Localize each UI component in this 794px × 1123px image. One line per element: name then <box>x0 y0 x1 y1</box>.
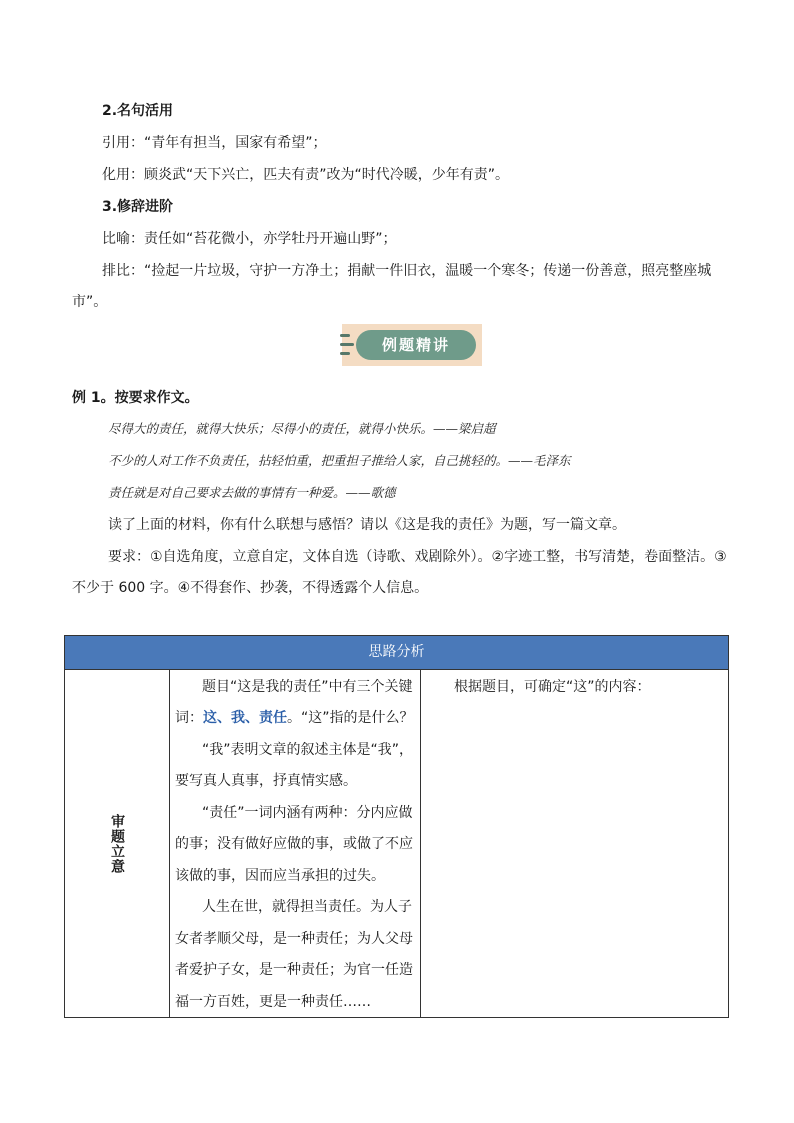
section-banner <box>342 324 482 366</box>
text-quote-usage: 引用：“青年有担当，国家有希望”； <box>102 135 327 151</box>
row-label-cell <box>65 670 169 1017</box>
requirements-line-2: 不少于 600 字。④不得套作、抄袭，不得透露个人信息。 <box>72 580 429 596</box>
text-parallelism: 排比：“捡起一片垃圾，守护一方净土；捐献一件旧衣，温暖一个寒冬；传递一份善意，照亮整座城 <box>102 263 712 279</box>
analysis-line-keywords <box>175 703 414 735</box>
text-parallelism-end: 市”。 <box>72 294 108 310</box>
analysis-line: “我”表明文章的叙述主体是“我”， <box>202 742 414 758</box>
heading-famous-quotes: 2.名句活用 <box>102 103 174 119</box>
table-header: 思路分析 <box>65 636 728 670</box>
analysis-text: 。“这”指的是什么？ <box>287 710 414 726</box>
analysis-line: 要写真人真事，抒真情实感。 <box>175 773 357 789</box>
analysis-line: 女者孝顺父母，是一种责任；为人父母 <box>175 931 413 947</box>
analysis-line: 者爱护子女，是一种责任；为官一任造 <box>175 962 413 978</box>
analysis-line: 人生在世，就得担当责任。为人子 <box>202 899 412 915</box>
quote-mao-zedong: 不少的人对工作不负责任，拈轻怕重，把重担子推给人家，自己挑轻的。——毛泽东 <box>108 453 571 468</box>
analysis-right-cell: 根据题目，可确定“这”的内容： <box>454 679 651 695</box>
writing-prompt: 读了上面的材料，你有什么联想与感悟？请以《这是我的责任》为题，写一篇文章。 <box>108 517 626 533</box>
analysis-line: 该做的事，因而应当承担的过失。 <box>175 868 385 884</box>
analysis-table <box>64 635 729 1018</box>
banner-dash-icon <box>340 334 350 337</box>
quote-goethe: 责任就是对自己要求去做的事情有一种爱。——歌德 <box>108 485 396 500</box>
banner-label: 例题精讲 <box>356 330 476 360</box>
keywords-highlight: 这、我、责任 <box>203 710 287 726</box>
requirements-line-1: 要求：①自选角度，立意自定，文体自选（诗歌、戏剧除外）。②字迹工整，书写清楚，卷面整洁。③ <box>108 549 727 565</box>
table-divider <box>169 670 170 1017</box>
quote-liang-qichao: 尽得大的责任，就得大快乐；尽得小的责任，就得小快乐。——梁启超 <box>108 421 496 436</box>
analysis-line: 的事；没有做好应做的事，或做了不应 <box>175 836 413 852</box>
analysis-text: 词： <box>175 710 203 726</box>
analysis-line: “责任”一词内涵有两种：分内应做 <box>202 805 413 821</box>
text-metaphor: 比喻：责任如“苔花微小，亦学牡丹开遍山野”； <box>102 231 397 247</box>
analysis-line: 题目“这是我的责任”中有三个关键 <box>202 679 413 695</box>
example-title: 例 1。按要求作文。 <box>72 390 199 406</box>
analysis-line: 福一方百姓，更是一种责任…… <box>175 994 371 1010</box>
table-divider <box>420 670 421 1017</box>
banner-dash-icon <box>340 343 354 346</box>
row-label: 审题立意 <box>109 813 125 874</box>
text-quote-adaptation: 化用：顾炎武“天下兴亡，匹夫有责”改为“时代冷暖，少年有责”。 <box>102 167 510 183</box>
banner-dash-icon <box>340 352 350 355</box>
heading-rhetoric: 3.修辞进阶 <box>102 199 174 215</box>
